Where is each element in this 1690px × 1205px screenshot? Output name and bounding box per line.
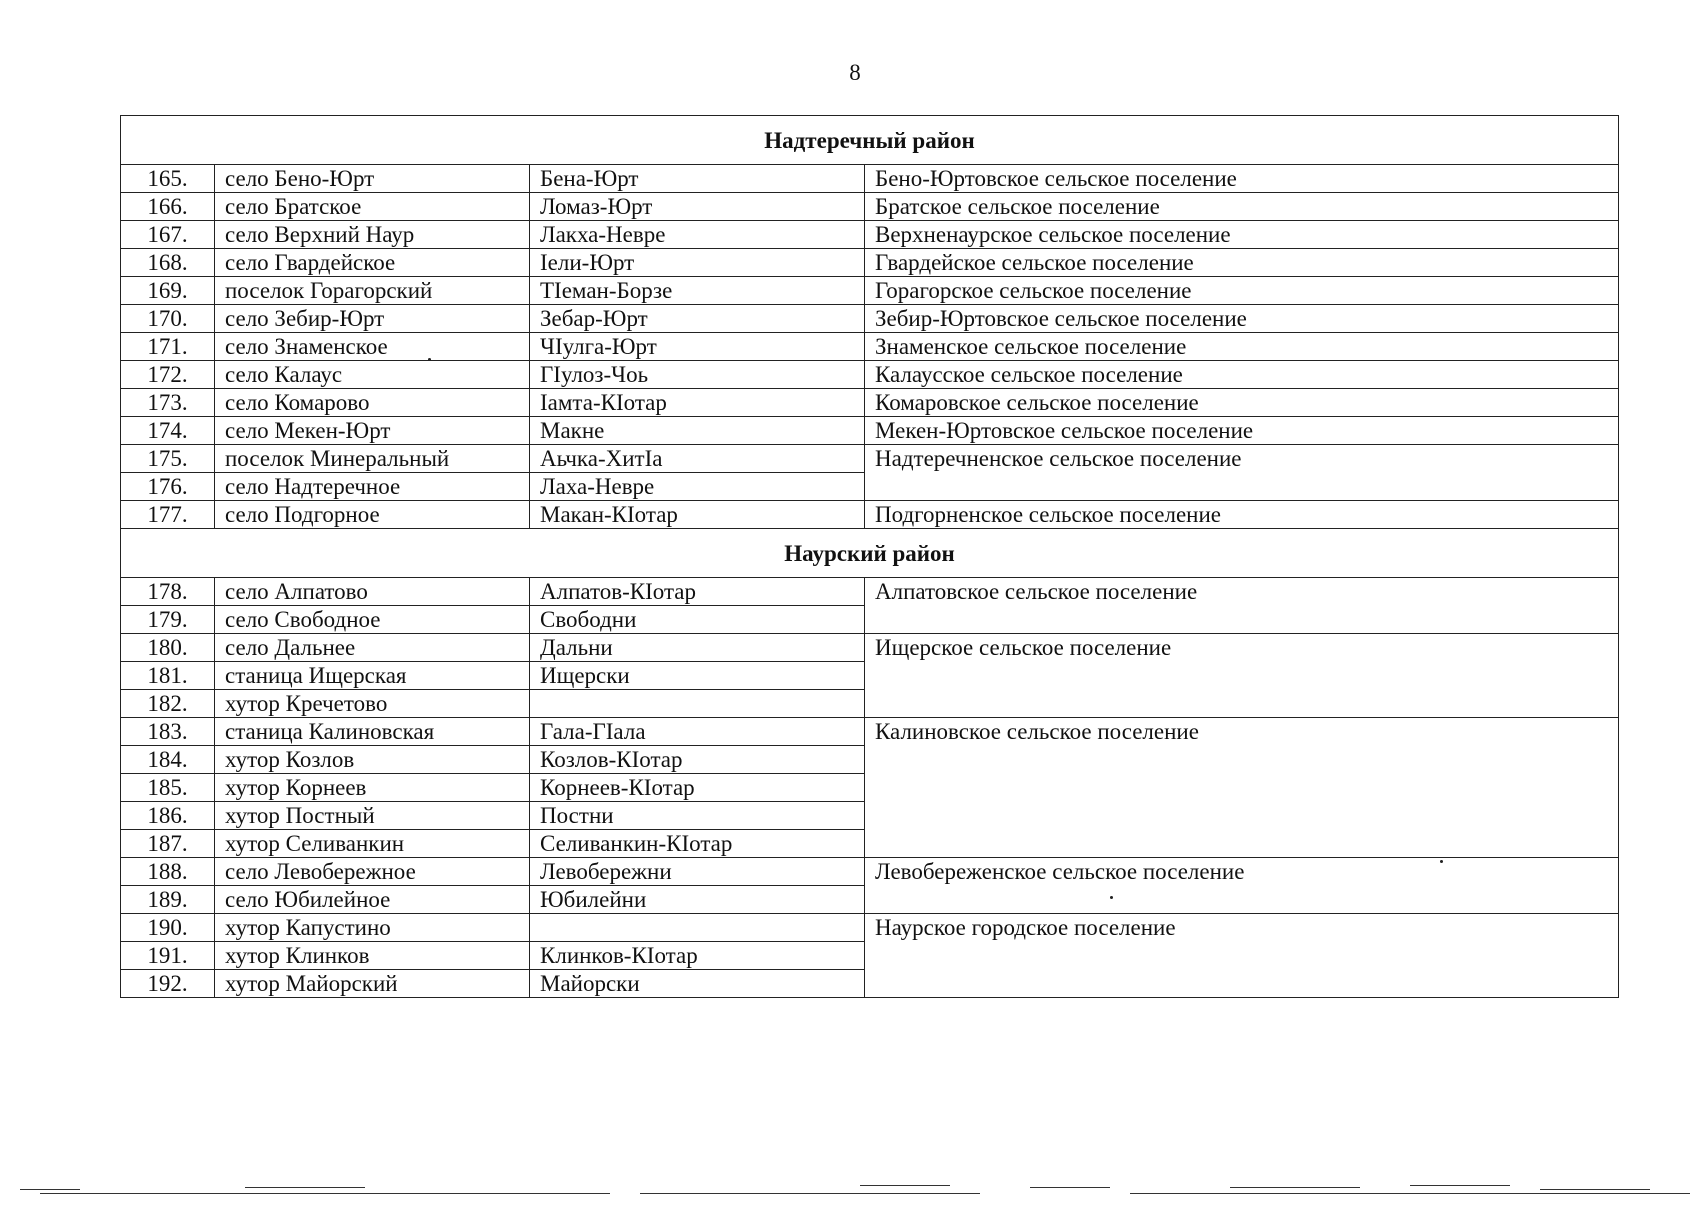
table-row [121,417,1619,445]
scan-speck [1440,860,1443,863]
chechen-name: Лаха-Невре [530,473,865,501]
chechen-name: Дальни [530,634,865,662]
municipality-name: Алпатовское сельское поселение [865,578,1619,634]
table-row [121,914,1619,942]
settlements-table [120,115,1619,998]
scan-footer-lines [0,1185,1690,1205]
settlement-name: хутор Кречетово [215,690,530,718]
chechen-name: Лакха-Невре [530,221,865,249]
settlement-name: станица Ищерская [215,662,530,690]
settlements-table-container [120,115,1618,998]
municipality-name: Подгорненское сельское поселение [865,501,1619,529]
municipality-name: Комаровское сельское поселение [865,389,1619,417]
settlement-name: хутор Постный [215,802,530,830]
municipality-name: Надтеречненское сельское поселение [865,445,1619,501]
municipality-name: Знаменское сельское поселение [865,333,1619,361]
settlement-name: село Знаменское [215,333,530,361]
table-row [121,165,1619,193]
settlement-name: село Мекен-Юрт [215,417,530,445]
chechen-name [530,690,865,718]
row-number: 187. [121,830,215,858]
table-row [121,389,1619,417]
chechen-name: ЧІулга-Юрт [530,333,865,361]
settlement-name: село Гвардейское [215,249,530,277]
municipality-name: Зебир-Юртовское сельское поселение [865,305,1619,333]
row-number: 166. [121,193,215,221]
row-number: 170. [121,305,215,333]
table-row [121,277,1619,305]
row-number: 180. [121,634,215,662]
scan-speck [1110,896,1113,899]
settlement-name: село Алпатово [215,578,530,606]
row-number: 165. [121,165,215,193]
scan-speck [428,358,431,361]
municipality-name: Братское сельское поселение [865,193,1619,221]
table-row [121,361,1619,389]
row-number: 189. [121,886,215,914]
row-number: 171. [121,333,215,361]
municipality-name: Бено-Юртовское сельское поселение [865,165,1619,193]
chechen-name: ТІеман-Борзе [530,277,865,305]
district-header-row [121,116,1619,165]
table-row [121,305,1619,333]
settlement-name: хутор Селиванкин [215,830,530,858]
settlement-name: хутор Капустино [215,914,530,942]
row-number: 179. [121,606,215,634]
district-title: Наурский район [121,529,1619,578]
settlement-name: поселок Минеральный [215,445,530,473]
chechen-name [530,914,865,942]
row-number: 173. [121,389,215,417]
row-number: 174. [121,417,215,445]
chechen-name: Іамта-КІотар [530,389,865,417]
chechen-name: Макне [530,417,865,445]
municipality-name: Калиновское сельское поселение [865,718,1619,858]
row-number: 192. [121,970,215,998]
row-number: 185. [121,774,215,802]
settlement-name: станица Калиновская [215,718,530,746]
settlement-name: село Юбилейное [215,886,530,914]
row-number: 175. [121,445,215,473]
settlement-name: село Калаус [215,361,530,389]
municipality-name: Левобереженское сельское поселение [865,858,1619,914]
row-number: 182. [121,690,215,718]
chechen-name: Аьчка-ХитІа [530,445,865,473]
chechen-name: ГІулоз-Чоь [530,361,865,389]
chechen-name: Ищерски [530,662,865,690]
settlement-name: село Свободное [215,606,530,634]
row-number: 172. [121,361,215,389]
row-number: 186. [121,802,215,830]
chechen-name: Свободни [530,606,865,634]
municipality-name: Горагорское сельское поселение [865,277,1619,305]
chechen-name: Майорски [530,970,865,998]
chechen-name: Макан-КІотар [530,501,865,529]
table-row [121,445,1619,473]
district-title: Надтеречный район [121,116,1619,165]
chechen-name: Іели-Юрт [530,249,865,277]
settlement-name: хутор Клинков [215,942,530,970]
row-number: 169. [121,277,215,305]
row-number: 188. [121,858,215,886]
settlement-name: село Братское [215,193,530,221]
chechen-name: Бена-Юрт [530,165,865,193]
table-row [121,634,1619,662]
row-number: 168. [121,249,215,277]
chechen-name: Гала-ГІала [530,718,865,746]
row-number: 167. [121,221,215,249]
settlement-name: село Бено-Юрт [215,165,530,193]
table-row [121,193,1619,221]
page-number: 8 [849,60,861,85]
chechen-name: Юбилейни [530,886,865,914]
row-number: 190. [121,914,215,942]
chechen-name: Постни [530,802,865,830]
row-number: 177. [121,501,215,529]
row-number: 178. [121,578,215,606]
row-number: 191. [121,942,215,970]
settlement-name: хутор Козлов [215,746,530,774]
municipality-name: Ищерское сельское поселение [865,634,1619,718]
municipality-name: Гвардейское сельское поселение [865,249,1619,277]
settlement-name: хутор Корнеев [215,774,530,802]
chechen-name: Селиванкин-КІотар [530,830,865,858]
chechen-name: Ломаз-Юрт [530,193,865,221]
row-number: 184. [121,746,215,774]
settlement-name: село Дальнее [215,634,530,662]
settlement-name: село Левобережное [215,858,530,886]
chechen-name: Зебар-Юрт [530,305,865,333]
row-number: 183. [121,718,215,746]
table-row [121,221,1619,249]
settlement-name: хутор Майорский [215,970,530,998]
table-row [121,249,1619,277]
chechen-name: Клинков-КІотар [530,942,865,970]
municipality-name: Калаусское сельское поселение [865,361,1619,389]
municipality-name: Наурское городское поселение [865,914,1619,998]
table-row [121,858,1619,886]
row-number: 181. [121,662,215,690]
chechen-name: Козлов-КІотар [530,746,865,774]
settlement-name: поселок Горагорский [215,277,530,305]
table-row [121,718,1619,746]
settlement-name: село Комарово [215,389,530,417]
table-row [121,501,1619,529]
table-row [121,578,1619,606]
chechen-name: Алпатов-КІотар [530,578,865,606]
settlement-name: село Верхний Наур [215,221,530,249]
settlement-name: село Подгорное [215,501,530,529]
settlement-name: село Зебир-Юрт [215,305,530,333]
chechen-name: Левобережни [530,858,865,886]
settlement-name: село Надтеречное [215,473,530,501]
chechen-name: Корнеев-КІотар [530,774,865,802]
district-header-row [121,529,1619,578]
municipality-name: Верхненаурское сельское поселение [865,221,1619,249]
municipality-name: Мекен-Юртовское сельское поселение [865,417,1619,445]
table-row [121,333,1619,361]
row-number: 176. [121,473,215,501]
